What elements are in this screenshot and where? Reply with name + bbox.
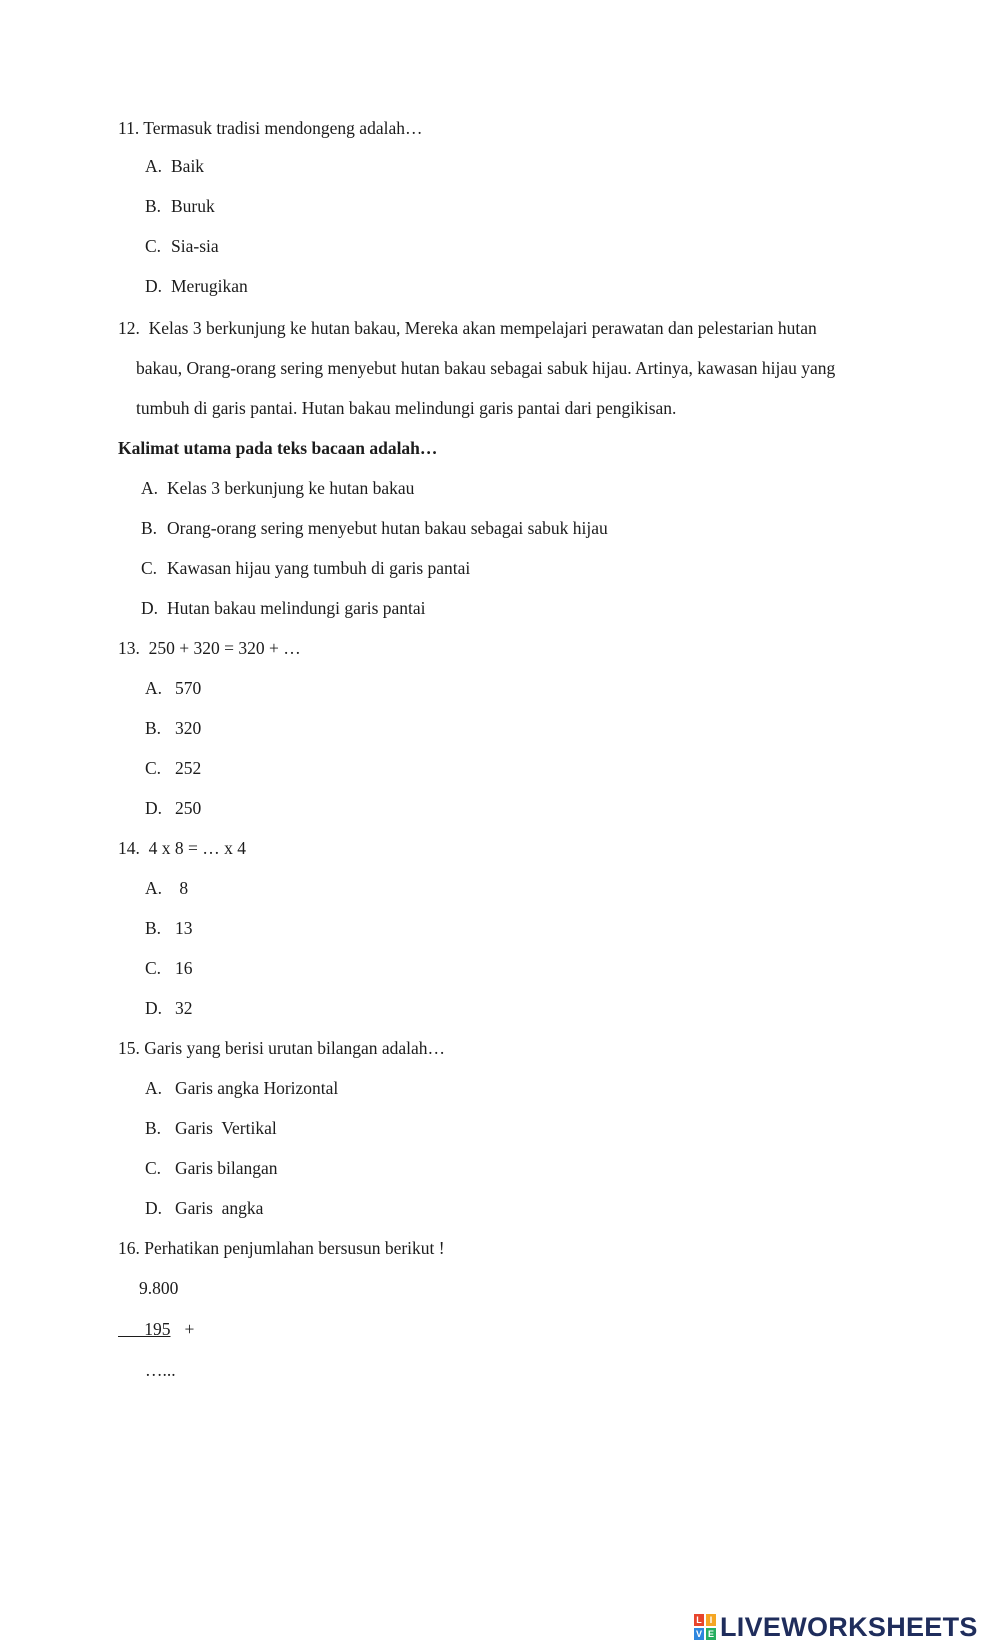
q14-option-c[interactable] <box>145 957 193 979</box>
q12-option-a[interactable] <box>141 477 414 499</box>
option-text: 16 <box>175 958 193 978</box>
q15-option-a[interactable] <box>145 1077 338 1099</box>
question-12-prompt: Kalimat utama pada teks bacaan adalah… <box>118 438 438 458</box>
option-text: Garis angka <box>175 1198 264 1218</box>
q11-option-a[interactable] <box>145 155 204 177</box>
option-text: 13 <box>175 918 193 938</box>
q15-option-d[interactable] <box>145 1197 263 1219</box>
q15-option-b[interactable] <box>145 1117 277 1139</box>
logo-icon <box>694 1614 716 1640</box>
option-text: Merugikan <box>171 276 248 296</box>
q15-option-c[interactable] <box>145 1157 278 1179</box>
option-text: Baik <box>171 156 205 176</box>
option-text: 570 <box>175 678 202 698</box>
option-text: Garis bilangan <box>175 1158 278 1178</box>
option-label: D. <box>145 998 163 1018</box>
question-11: 11. Termasuk tradisi mendongeng adalah… <box>118 118 423 138</box>
option-label: D. <box>145 798 163 818</box>
option-text: Garis angka Horizontal <box>175 1078 339 1098</box>
plus-operator: + <box>184 1319 195 1339</box>
question-12-line-3: tumbuh di garis pantai. Hutan bakau melindungi garis pantai dari pengikisan. <box>136 398 677 418</box>
option-text: Garis Vertikal <box>175 1118 277 1138</box>
option-label: A. <box>145 878 163 898</box>
option-label: A. <box>141 478 159 498</box>
option-text: 32 <box>175 998 193 1018</box>
question-12-line-1: 12. Kelas 3 berkunjung ke hutan bakau, Mereka akan mempelajari perawatan dan pelestarian hutan <box>118 318 817 338</box>
question-15: 15. Garis yang berisi urutan bilangan adalah… <box>118 1038 446 1058</box>
q13-option-c[interactable] <box>145 757 201 779</box>
option-label: A. <box>145 156 163 176</box>
option-text: Sia-sia <box>171 236 219 256</box>
q11-option-b[interactable] <box>145 195 215 217</box>
option-label: A. <box>145 678 163 698</box>
q14-option-d[interactable] <box>145 997 193 1019</box>
option-label: B. <box>145 718 162 738</box>
liveworksheets-logo <box>694 1612 978 1642</box>
brand-name: LIVEWORKSHEETS <box>720 1611 978 1642</box>
q11-option-c[interactable] <box>145 235 219 257</box>
option-label: B. <box>145 196 162 216</box>
q13-option-a[interactable] <box>145 677 201 699</box>
logo-letter-v: V <box>695 1629 702 1639</box>
option-text: 252 <box>175 758 202 778</box>
q12-option-c[interactable] <box>141 557 470 579</box>
option-text: Kelas 3 berkunjung ke hutan bakau <box>167 478 415 498</box>
option-label: A. <box>145 1078 163 1098</box>
q11-option-d[interactable] <box>145 275 248 297</box>
option-text: Orang-orang sering menyebut hutan bakau sebagai sabuk hijau <box>167 518 608 538</box>
addend-2-row <box>118 1318 194 1340</box>
option-label: D. <box>145 276 163 296</box>
question-16: 16. Perhatikan penjumlahan bersusun berikut ! <box>118 1238 445 1258</box>
option-text: Hutan bakau melindungi garis pantai <box>167 598 426 618</box>
option-text: Buruk <box>171 196 215 216</box>
question-13: 13. 250 + 320 = 320 + … <box>118 638 301 658</box>
logo-letter-i: I <box>706 1614 716 1626</box>
addend-2: 195 <box>118 1319 171 1339</box>
answer-blank[interactable]: …... <box>145 1360 176 1380</box>
option-text: 250 <box>175 798 202 818</box>
option-label: D. <box>145 1198 163 1218</box>
option-label: C. <box>145 958 162 978</box>
option-label: C. <box>145 236 162 256</box>
option-label: B. <box>145 918 162 938</box>
option-label: C. <box>141 558 158 578</box>
option-text: 8 <box>175 878 189 898</box>
question-12-line-2: bakau, Orang-orang sering menyebut hutan bakau sebagai sabuk hijau. Artinya, kawasan hijau yang <box>136 358 836 378</box>
q13-option-b[interactable] <box>145 717 201 739</box>
addend-1: 9.800 <box>139 1278 179 1298</box>
question-14: 14. 4 x 8 = … x 4 <box>118 838 246 858</box>
option-text: 320 <box>175 718 202 738</box>
q12-option-d[interactable] <box>141 597 426 619</box>
q14-option-a[interactable] <box>145 877 188 899</box>
option-label: B. <box>141 518 158 538</box>
option-label: D. <box>141 598 159 618</box>
q13-option-d[interactable] <box>145 797 201 819</box>
logo-letter-e: E <box>707 1629 714 1639</box>
option-text: Kawasan hijau yang tumbuh di garis pantai <box>167 558 471 578</box>
q12-option-b[interactable] <box>141 517 608 539</box>
q14-option-b[interactable] <box>145 917 193 939</box>
option-label: B. <box>145 1118 162 1138</box>
option-label: C. <box>145 1158 162 1178</box>
option-label: C. <box>145 758 162 778</box>
logo-letter-l: L <box>694 1614 704 1626</box>
